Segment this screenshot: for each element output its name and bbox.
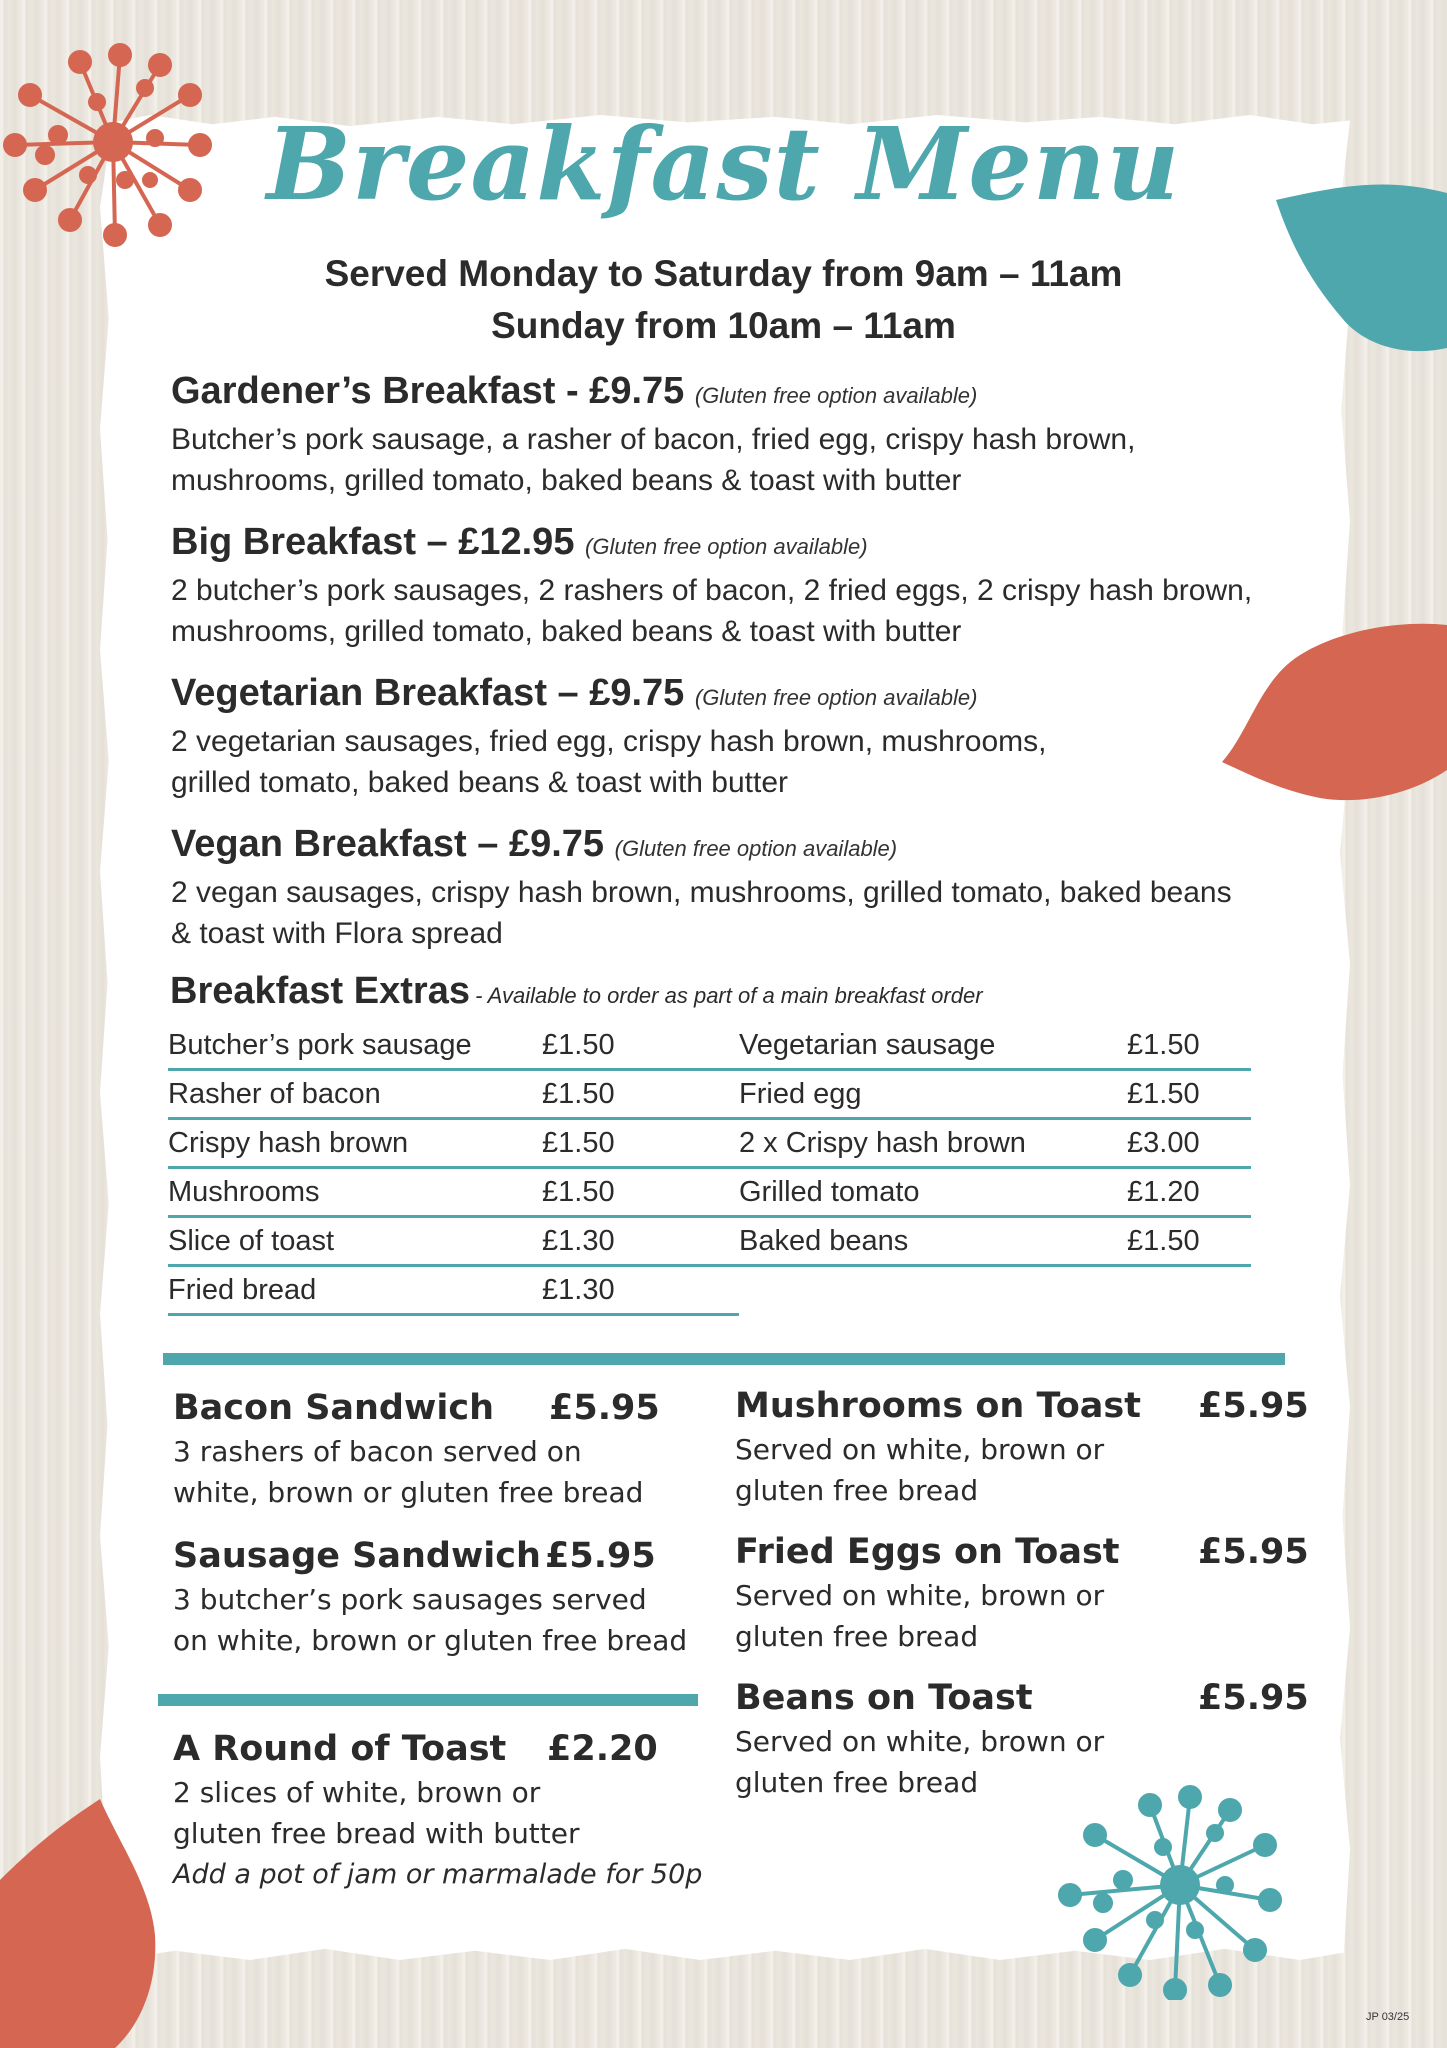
item-description: mushrooms, grilled tomato, baked beans & toast with butter [171,464,962,497]
item-name: Bacon Sandwich [173,1388,494,1428]
extra-row: Rasher of bacon £1.50 [168,1071,739,1120]
item-price: £5.95 [1198,1386,1309,1426]
item-name: Vegan Breakfast – £9.75 [171,823,605,865]
item-description: 2 slices of white, brown or [173,1776,541,1809]
section-divider [163,1353,1285,1365]
extras-list-right [739,1022,1251,1267]
section-divider [158,1694,698,1706]
item-price: £5.95 [1198,1678,1309,1718]
item-description: on white, brown or gluten free bread [173,1624,688,1657]
item-description: gluten free bread with butter [173,1817,580,1850]
item-description: 3 butcher’s pork sausages served [173,1583,647,1616]
opening-hours [0,248,1447,352]
gluten-free-note: (Gluten free option available) [694,383,978,408]
item-price: £5.95 [1198,1532,1309,1572]
item-name: Vegetarian Breakfast – £9.75 [171,672,685,714]
item-name: Mushrooms on Toast [735,1386,1141,1426]
extra-row: Grilled tomato £1.20 [739,1169,1251,1218]
item-description: grilled tomato, baked beans & toast with butter [171,766,789,799]
item-name: Sausage Sandwich [173,1536,541,1576]
item-description: Served on white, brown or [735,1433,1105,1466]
item-description: mushrooms, grilled tomato, baked beans & toast with butter [171,615,962,648]
gluten-free-note: (Gluten free option available) [694,685,978,710]
gluten-free-note: (Gluten free option available) [614,836,898,861]
item-description: gluten free bread [735,1766,979,1799]
page-title: Breakfast Menu [266,105,1181,223]
item-description: 2 vegan sausages, crispy hash brown, mushrooms, grilled tomato, baked beans [171,876,1232,909]
item-description: Served on white, brown or [735,1725,1105,1758]
menu-item-beans-on-toast [735,1675,1309,1803]
item-name: Big Breakfast – £12.95 [171,521,575,563]
breakfast-list [171,368,1321,972]
menu-item-vegan-breakfast [171,821,1321,954]
extra-row: Crispy hash brown £1.50 [168,1120,739,1169]
extra-row: Fried egg £1.50 [739,1071,1251,1120]
menu-item-bacon-sandwich [173,1385,693,1513]
extra-row: Fried bread £1.30 [168,1267,739,1316]
menu-item-vegetarian-breakfast [171,670,1321,803]
extras-heading [170,970,983,1013]
item-name: Fried Eggs on Toast [735,1532,1120,1572]
menu-item-round-of-toast [173,1726,703,1895]
extra-row: Slice of toast £1.30 [168,1218,739,1267]
extra-row: Vegetarian sausage £1.50 [739,1022,1251,1071]
extra-row: Butcher’s pork sausage £1.50 [168,1022,739,1071]
menu-item-sausage-sandwich [173,1533,713,1661]
item-name: Beans on Toast [735,1678,1033,1718]
menu-item-gardeners-breakfast [171,368,1321,501]
item-description: gluten free bread [735,1620,979,1653]
section-title: Breakfast Extras [170,970,470,1012]
extras-list-left [168,1022,739,1316]
item-description: gluten free bread [735,1474,979,1507]
extra-row: Mushrooms £1.50 [168,1169,739,1218]
hours-sunday: Sunday from 10am – 11am [491,305,956,346]
gluten-free-note: (Gluten free option available) [585,534,868,559]
menu-item-big-breakfast [171,519,1321,652]
item-name: Gardener’s Breakfast - £9.75 [171,370,685,412]
print-code: JP 03/25 [1366,2011,1410,2023]
extra-row: 2 x Crispy hash brown £3.00 [739,1120,1251,1169]
item-description: white, brown or gluten free bread [173,1476,644,1509]
extra-row: Baked beans £1.50 [739,1218,1251,1267]
leaf-icon [0,1795,160,2048]
item-description: 2 butcher’s pork sausages, 2 rashers of bacon, 2 fried eggs, 2 crispy hash brown, [171,574,1253,607]
dandelion-icon [1055,1785,1285,2000]
item-price: £2.20 [547,1729,658,1769]
item-add-on-note: Add a pot of jam or marmalade for 50p [173,1859,703,1890]
item-description: Butcher’s pork sausage, a rasher of bacon, fried egg, crispy hash brown, [171,423,1136,456]
item-price: £5.95 [545,1536,656,1576]
item-description: 3 rashers of bacon served on [173,1435,582,1468]
item-description: 2 vegetarian sausages, fried egg, crispy hash brown, mushrooms, [171,725,1047,758]
item-price: £5.95 [549,1388,660,1428]
menu-item-mushrooms-on-toast [735,1383,1309,1511]
item-description: & toast with Flora spread [171,917,503,950]
item-name: A Round of Toast [173,1729,507,1769]
section-subtitle: - Available to order as part of a main breakfast order [475,983,983,1008]
hours-weekday: Served Monday to Saturday from 9am – 11am [324,253,1123,294]
item-description: Served on white, brown or [735,1579,1105,1612]
menu-item-fried-eggs-on-toast [735,1529,1309,1657]
